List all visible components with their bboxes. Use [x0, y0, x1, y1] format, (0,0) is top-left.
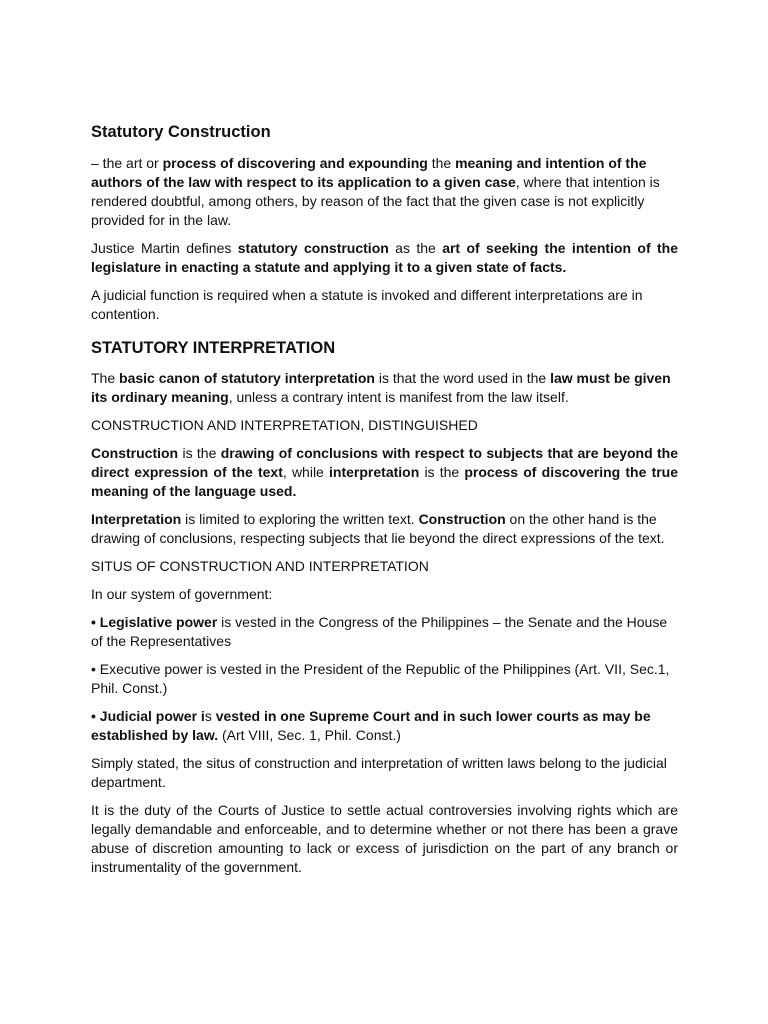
- bold-text: drawing of conclusions with respect to subjects that are beyond the direct expression of the text: [91, 445, 678, 480]
- paragraph-system-of-government: In our system of government:: [91, 586, 273, 602]
- bold-text: Interpretation: [91, 511, 182, 527]
- text: the: [427, 155, 456, 171]
- paragraph-definition: [91, 154, 678, 230]
- text: is vested in the Congress of the Philippines – the Senate and the House of the Representatives: [91, 614, 668, 649]
- text: Justice Martin defines: [91, 240, 238, 256]
- text: s: [204, 708, 216, 724]
- paragraph-judicial-function: A judicial function is required when a statute is invoked and different interpretations are in contention.: [91, 287, 643, 322]
- bold-text: statutory construction: [237, 240, 389, 256]
- text: , unless a contrary intent is manifest from the law itself.: [228, 389, 569, 405]
- text: – the art or: [91, 155, 163, 171]
- bold-text: basic canon of statutory interpretation: [119, 370, 375, 386]
- paragraph-justice-martin: [91, 239, 678, 277]
- bold-text: vested in one Supreme Court and in such lower courts as may be established by law.: [91, 708, 651, 743]
- heading-statutory-interpretation: STATUTORY INTERPRETATION: [91, 339, 336, 357]
- subheading-distinguished: CONSTRUCTION AND INTERPRETATION, DISTINGUISHED: [91, 417, 478, 433]
- bold-text: art of seeking the intention of the legislature in enacting a statute and applying it to a given state of facts.: [91, 240, 678, 275]
- text: , while: [282, 464, 330, 480]
- bullet-legislative-power: [91, 613, 678, 651]
- bold-text: law must be given its ordinary meaning: [91, 370, 671, 405]
- paragraph-construction-vs-interpretation: [91, 444, 678, 501]
- bold-text: interpretation: [329, 464, 420, 480]
- text: on the other hand is the drawing of conclusions, respecting subjects that lie beyond the direct expressions of the text.: [91, 511, 665, 546]
- bold-text: • Legislative power: [91, 614, 218, 630]
- bold-text: process of discovering the true meaning of the language used.: [91, 464, 679, 499]
- text: , where that intention is rendered doubtful, among others, by reason of the fact that the given case is not explicitly provided for in the law.: [91, 174, 660, 228]
- bullet-judicial-power: [91, 707, 678, 745]
- bold-text: Construction: [418, 511, 506, 527]
- paragraph-simply-stated: Simply stated, the situs of construction and interpretation of written laws belong to the judicial department.: [91, 755, 667, 790]
- text: The: [91, 370, 120, 386]
- text: as the: [388, 240, 443, 256]
- subheading-situs: SITUS OF CONSTRUCTION AND INTERPRETATION: [91, 558, 429, 574]
- paragraph-basic-canon: [91, 369, 678, 407]
- paragraph-interpretation-limited: [91, 510, 678, 548]
- paragraph-duty-of-courts: It is the duty of the Courts of Justice to settle actual controversies involving rights which are legally demandable and enforceable, and to determine whether or not there has been a grave abuse of discretion amounting to lack or excess of jurisdiction on the part of any branch or instrumentality of the government.: [91, 802, 678, 875]
- heading-statutory-construction: Statutory Construction: [91, 123, 271, 141]
- bullet-executive-power: • Executive power is vested in the President of the Republic of the Philippines (Art. VII, Sec.1, Phil. Const.): [91, 661, 670, 696]
- text: (Art VIII, Sec. 1, Phil. Const.): [218, 727, 401, 743]
- bold-text: process of discovering and expounding: [162, 155, 428, 171]
- text: is the: [178, 445, 221, 461]
- bold-text: • Judicial power i: [91, 708, 205, 724]
- bold-text: meaning and intention of the authors of the law with respect to its application to a given case: [91, 155, 647, 190]
- bold-text: Construction: [91, 445, 179, 461]
- text: is the: [419, 464, 465, 480]
- text: is limited to exploring the written text.: [181, 511, 419, 527]
- text: is that the word used in the: [374, 370, 551, 386]
